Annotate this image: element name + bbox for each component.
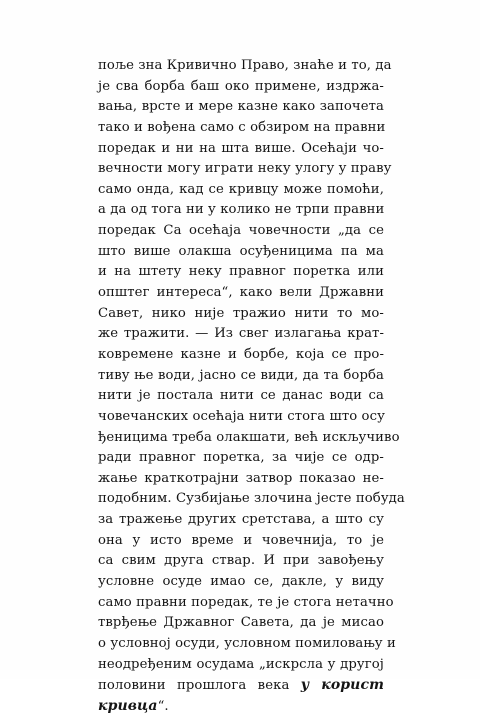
text-line: а да од тога ни у колико не трпи правни bbox=[98, 202, 385, 218]
text-line: за тражење других сретстава, а што су bbox=[98, 512, 384, 528]
text-line: што више олакша осуђеницима па ма bbox=[98, 243, 384, 259]
text-line: подобним. Сузбијање злочина јесте побуда bbox=[98, 491, 405, 507]
text-line: тврђење Државног Савета, да је мисао bbox=[98, 615, 384, 631]
text-line: ковремене казне и борбе, која се про- bbox=[98, 346, 384, 362]
text-segment: половини прошлога века bbox=[98, 678, 290, 694]
text-line: вања, врсте и мере казне како започета bbox=[98, 99, 384, 115]
text-line: о условној осуди, условном помиловању и bbox=[98, 635, 396, 651]
emphasized-text: кривца bbox=[98, 697, 158, 714]
text-line bbox=[98, 675, 384, 696]
text-line: ђеницима треба олакшати, већ искључиво bbox=[98, 429, 400, 445]
text-line: она у исто време и човечнија, то је bbox=[98, 532, 384, 548]
text-line: неодређеним осудама „искрсла у другој bbox=[98, 656, 384, 672]
text-line: тако и вођена само с обзиром на правни bbox=[98, 119, 386, 135]
text-line: поредак Са осећаја човечности „да се bbox=[98, 223, 384, 239]
text-line: вечности могу играти неку улогу у праву bbox=[98, 161, 392, 177]
text-line: нити је постала нити се данас води са bbox=[98, 388, 384, 404]
emphasized-text: у корист bbox=[300, 677, 384, 694]
text-segment: “. bbox=[157, 698, 169, 714]
text-line bbox=[98, 696, 384, 717]
text-line: је сва борба баш око примене, издржа- bbox=[98, 78, 384, 94]
text-line: тиву ње води, јасно се види, да та борба bbox=[98, 367, 384, 383]
text-line: и на штету неку правног поретка или bbox=[98, 264, 384, 280]
text-line: општег интереса“, како вели Државни bbox=[98, 285, 384, 301]
text-line: само правни поредак, те је стога нетачно bbox=[98, 594, 394, 610]
text-line: са свим друга ствар. И при завођењу bbox=[98, 553, 384, 569]
text-line: условне осуде имао се, дакле, у виду bbox=[98, 574, 384, 590]
text-line: поредак и ни на шта више. Осећаји чо- bbox=[98, 140, 384, 156]
text-line: же тражити. — Из свег излагања крат- bbox=[98, 326, 384, 342]
text-line: само онда, кад се кривцу може помоћи, bbox=[98, 181, 384, 197]
text-line: ради правног поретка, за чије се одр- bbox=[98, 450, 384, 466]
body-text bbox=[98, 56, 405, 717]
text-line: жање краткотрајни затвор показао не- bbox=[98, 470, 384, 486]
text-line: човечанских осећаја нити стога што осу bbox=[98, 408, 385, 424]
text-line: Савет, нико није тражио нити то мо- bbox=[98, 305, 384, 321]
text-line: поље зна Кривично Право, знаће и то, да bbox=[98, 58, 392, 73]
